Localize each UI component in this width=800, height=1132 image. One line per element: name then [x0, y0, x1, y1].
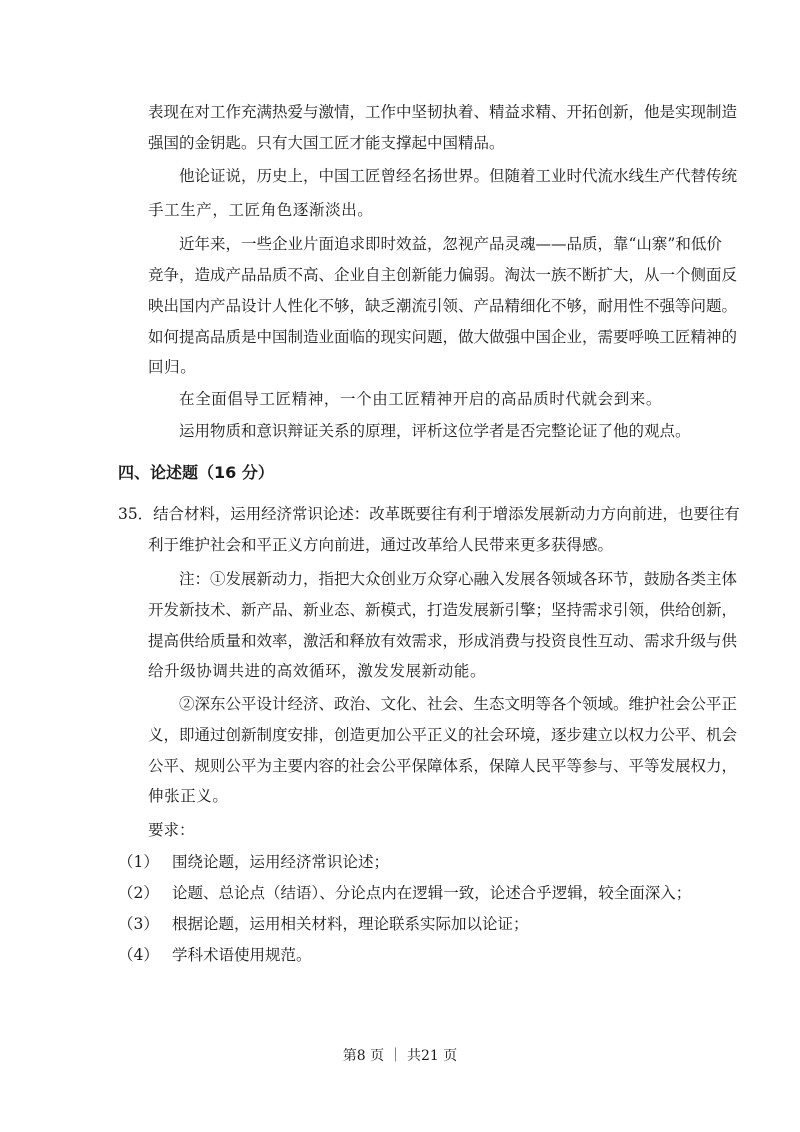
q35-line-2: 利于维护社会和平正义方向前进，通过改革给人民带来更多获得感。	[148, 536, 614, 554]
requirement-4-number: （4）	[118, 946, 159, 964]
material-line-3: 他论证说，历史上，中国工匠曾经名扬世界。但随着工业时代流水线生产代替传统	[179, 167, 738, 185]
material-line-9: 回归。	[148, 358, 197, 376]
material-line-7: 映出国内产品设计人性化不够，缺乏潮流引领、产品精细化不够，耐用性不强等问题。	[148, 297, 738, 315]
material-question: 运用物质和意识辩证关系的原理，评析这位学者是否完整论证了他的观点。	[179, 422, 691, 440]
material-line-10: 在全面倡导工匠精神，一个由工匠精神开启的高品质时代就会到来。	[179, 390, 663, 408]
requirement-4: 学科术语使用规范。	[172, 946, 312, 964]
material-line-8: 如何提高品质是中国制造业面临的现实问题，做大做强中国企业，需要呼唤工匠精神的	[148, 328, 738, 346]
material-line-4: 手工生产，工匠角色逐渐淡出。	[148, 201, 374, 219]
requirements-label: 要求：	[148, 821, 195, 839]
material-line-5: 近年来，一些企业片面追求即时效益，忽视产品灵魂——品质，靠“山寨”和低价	[179, 235, 722, 253]
requirement-1-number: （1）	[118, 853, 159, 871]
requirement-1: 围绕论题，运用经济常识论述；	[172, 853, 390, 871]
q35-line-1: 35．结合材料，运用经济常识论述：改革既要往有利于增添发展新动力方向前进，也要往有	[118, 505, 740, 523]
section-heading: 四、论述题（16 分）	[118, 463, 274, 482]
q35-note2-line-4: 伸张正义。	[148, 787, 229, 805]
q35-note1-line-4: 给升级协调共进的高效循环，激发发展新动能。	[148, 662, 487, 680]
requirement-3: 根据论题，运用相关材料，理论联系实际加以论证；	[172, 915, 529, 933]
q35-note1-line-3: 提高供给质量和效率，激活和释放有效需求，形成消费与投资良性互动、需求升级与供	[148, 632, 738, 650]
requirement-2: 论题、总论点（结语）、分论点内在逻辑一致，论述合乎逻辑，较全面深入；	[172, 884, 692, 902]
material-line-1: 表现在对工作充满热爱与激情，工作中坚韧执着、精益求精、开拓创新，他是实现制造	[148, 103, 738, 121]
q35-note2-line-1: ②深东公平设计经济、政治、文化、社会、生态文明等各个领域。维护社会公平正	[179, 695, 738, 713]
q35-note1-line-1: 注：①发展新动力，指把大众创业万众穿心融入发展各领域各环节，鼓励各类主体	[179, 570, 738, 588]
material-line-2: 强国的金钥匙。只有大国工匠才能支撑起中国精品。	[148, 134, 505, 152]
q35-note2-line-3: 公平、规则公平为主要内容的社会公平保障体系，保障人民平等参与、平等发展权力，	[148, 757, 738, 775]
q35-note1-line-2: 开发新技术、新产品、新业态、新模式，打造发展新引擎；坚持需求引领，供给创新，	[148, 601, 738, 619]
material-line-6: 竞争，造成产品品质不高、企业自主创新能力偏弱。淘汰一族不断扩大，从一个侧面反	[148, 266, 738, 284]
requirement-3-number: （3）	[118, 915, 159, 933]
requirement-2-number: （2）	[118, 884, 159, 902]
q35-note2-line-2: 义，即通过创新制度安排，创造更加公平正义的社会环境，逐步建立以权力公平、机会	[148, 726, 738, 744]
page-footer: 第8 页 ｜ 共21 页	[342, 1048, 458, 1064]
